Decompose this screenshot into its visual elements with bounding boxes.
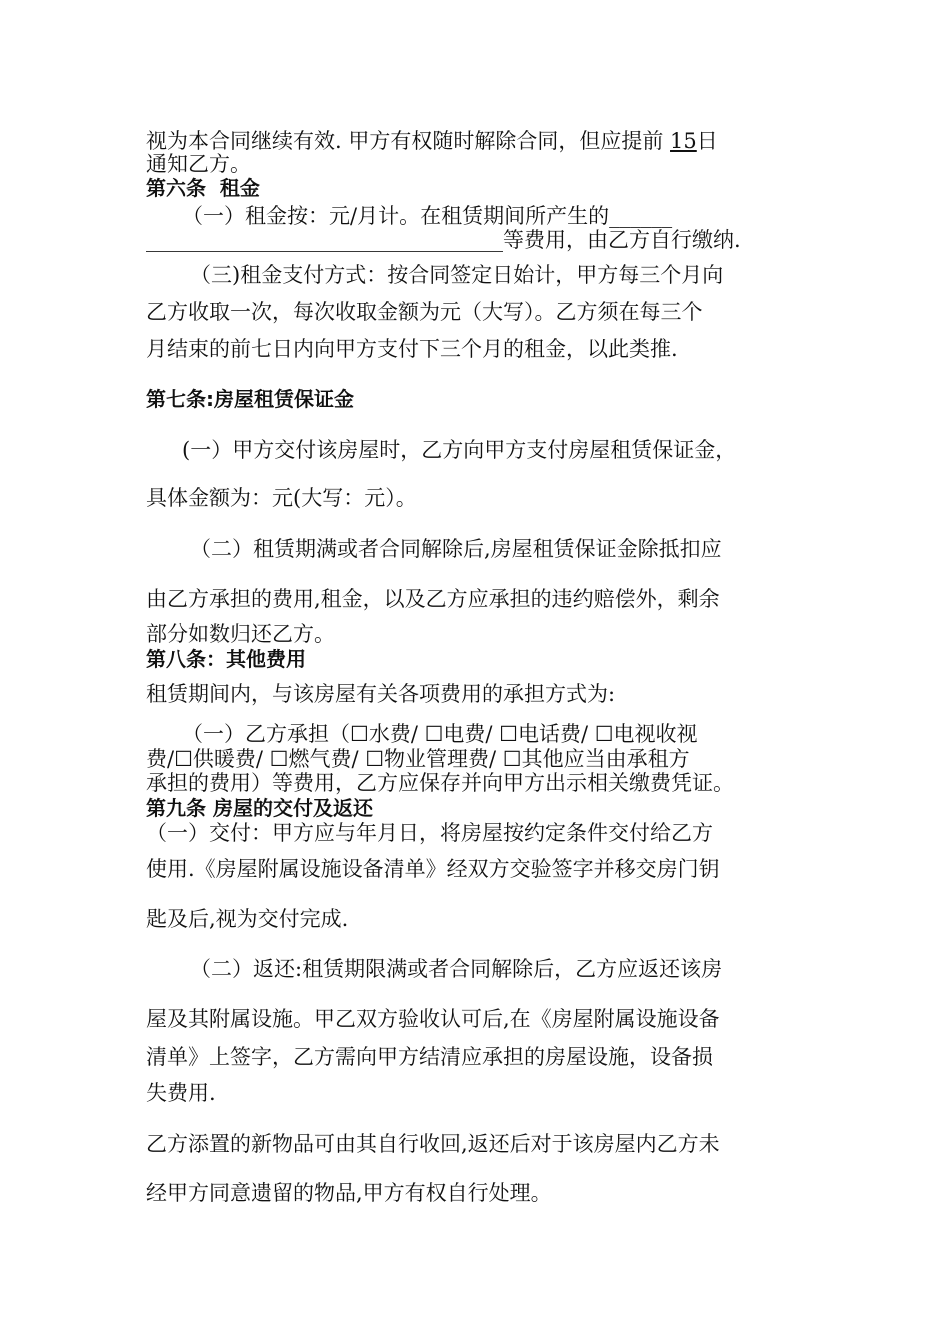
line-4: __________________________________等费用，由乙方自行缴纳. [146, 228, 741, 252]
line-6: 乙方收取一次，每次收取金额为元（大写）。乙方须在每三个 [146, 300, 703, 324]
line-21: 屋及其附属设施。甲乙双方验收认可后,在《房屋附属设施设备 [146, 1007, 720, 1031]
line-13: 租赁期间内，与该房屋有关各项费用的承担方式为: [146, 682, 616, 706]
line-7: 月结束的前七日内向甲方支付下三个月的租金，以此类推. [146, 337, 678, 361]
line-10: （二）租赁期满或者合同解除后,房屋租赁保证金除抵扣应 [190, 537, 722, 561]
line-14: （一）乙方承担（☐水费/ ☐电费/ ☐电话费/ ☐电视收视 [182, 722, 698, 746]
line-11: 由乙方承担的费用,租金，以及乙方应承担的违约赔偿外，剩余 [146, 587, 720, 611]
line-5: （三)租金支付方式：按合同签定日始计，甲方每三个月向 [190, 263, 724, 287]
article-9-heading: 第九条 房屋的交付及返还 [146, 796, 373, 820]
article-6-heading: 第六条 租金 [146, 176, 260, 200]
line-19: 匙及后,视为交付完成. [146, 907, 349, 931]
line-3: （一）租金按：元/月计。在租赁期间所产生的______ [182, 204, 673, 228]
text-segment: 视为本合同继续有效. 甲方有权随时解除合同，但应提前 [146, 129, 671, 153]
article-7-heading: 第七条:房屋租赁保证金 [146, 387, 354, 411]
line-24: 乙方添置的新物品可由其自行收回,返还后对于该房屋内乙方未 [146, 1132, 720, 1156]
line-2: 通知乙方。 [146, 152, 251, 176]
line-20: （二）返还:租赁期限满或者合同解除后，乙方应返还该房 [190, 957, 723, 981]
line-22: 清单》上签字，乙方需向甲方结清应承担的房屋设施，设备损 [146, 1045, 713, 1069]
line-17: （一）交付：甲方应与年月日，将房屋按约定条件交付给乙方 [146, 821, 713, 845]
line-8: (一）甲方交付该房屋时，乙方向甲方支付房屋租赁保证金， [182, 438, 737, 462]
line-12: 部分如数归还乙方。 [146, 622, 335, 646]
line-18: 使用.《房屋附属设施设备清单》经双方交验签字并移交房门钥 [146, 857, 720, 881]
line-15: 费/☐供暖费/ ☐燃气费/ ☐物业管理费/ ☐其他应当由承租方 [146, 747, 690, 771]
article-8-heading: 第八条：其他费用 [146, 647, 306, 671]
notice-days: 15 [670, 129, 697, 153]
line-23: 失费用. [146, 1081, 216, 1105]
line-25: 经甲方同意遗留的物品,甲方有权自行处理。 [146, 1181, 552, 1205]
text-segment: 日 [696, 129, 718, 153]
line-16: 承担的费用）等费用，乙方应保存并向甲方出示相关缴费凭证。 [146, 771, 734, 795]
line-9: 具体金额为：元(大写：元）。 [146, 486, 417, 510]
